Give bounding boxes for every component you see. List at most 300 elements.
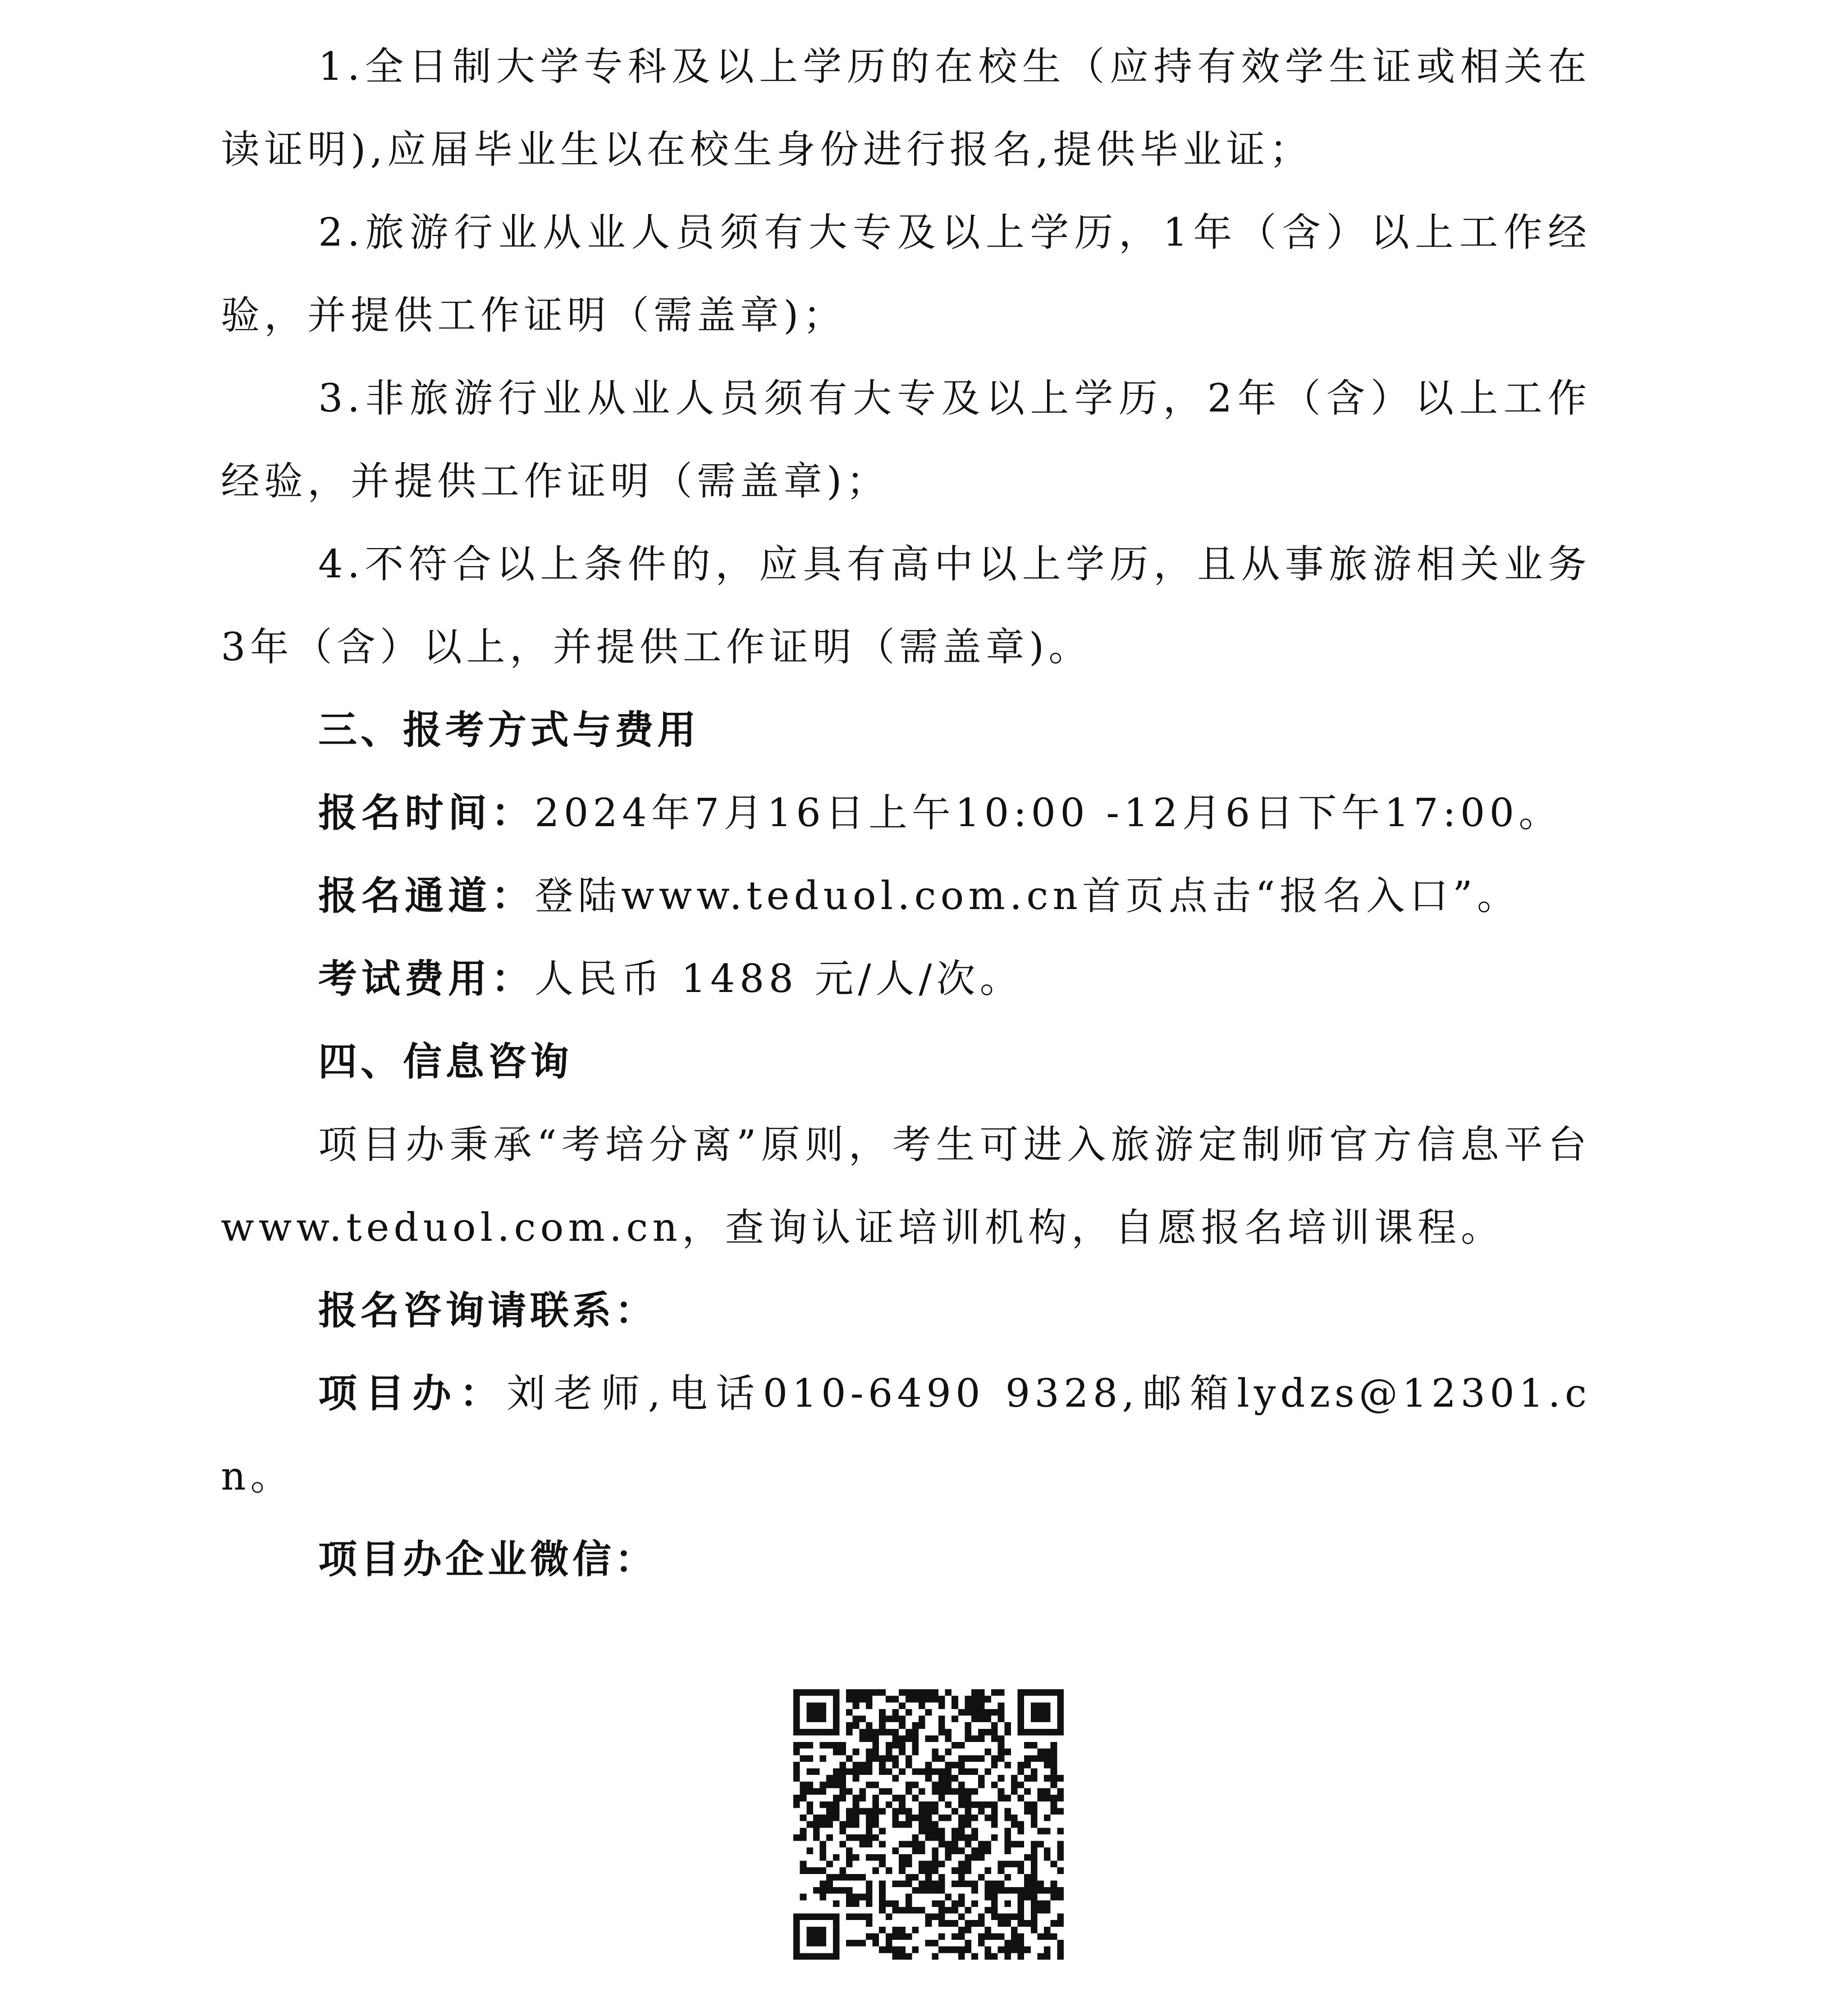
qr-module — [853, 1716, 860, 1723]
qr-module — [833, 1749, 840, 1755]
qr-module — [932, 1861, 938, 1867]
qr-module — [826, 1801, 833, 1808]
qr-module — [806, 1709, 813, 1716]
qr-module — [1044, 1729, 1051, 1736]
qr-module — [806, 1742, 813, 1749]
qr-module — [1057, 1722, 1064, 1729]
qr-module — [1057, 1716, 1064, 1723]
qr-module — [899, 1689, 906, 1696]
qr-module — [938, 1702, 945, 1709]
qr-module — [1037, 1841, 1044, 1848]
qr-module — [991, 1821, 998, 1828]
qr-module — [978, 1920, 985, 1927]
qr-module — [1051, 1689, 1057, 1696]
qr-module — [899, 1749, 906, 1755]
qr-module — [813, 1815, 820, 1821]
qr-module — [886, 1801, 892, 1808]
qr-module — [833, 1953, 840, 1960]
qr-module — [978, 1808, 985, 1815]
qr-module — [1037, 1828, 1044, 1834]
qr-module — [925, 1834, 932, 1841]
qr-module — [793, 1742, 800, 1749]
qr-module — [859, 1834, 866, 1841]
qr-module — [1031, 1847, 1038, 1854]
qr-module — [839, 1841, 846, 1848]
qr-module — [932, 1834, 938, 1841]
qr-module — [899, 1867, 906, 1874]
qr-module — [1057, 1689, 1064, 1696]
qr-module — [826, 1953, 833, 1960]
qr-module — [906, 1696, 912, 1703]
qr-module — [1018, 1900, 1025, 1907]
qr-module — [846, 1847, 853, 1854]
qr-module — [932, 1749, 938, 1755]
qr-module — [846, 1689, 853, 1696]
qr-module — [998, 1887, 1005, 1894]
qr-module — [800, 1742, 807, 1749]
qr-module — [886, 1749, 892, 1755]
qr-module — [806, 1847, 813, 1854]
qr-module — [879, 1788, 886, 1795]
qr-module — [984, 1927, 991, 1934]
qr-module — [866, 1900, 873, 1907]
qr-module — [1018, 1729, 1025, 1736]
exam-fee-label: 考试费用： — [318, 956, 535, 1001]
qr-module — [906, 1854, 912, 1861]
qr-module — [958, 1762, 965, 1769]
qr-module — [938, 1914, 945, 1920]
exam-fee-value: 人民币 1488 元/人/次。 — [535, 956, 1023, 1001]
qr-module — [826, 1880, 833, 1887]
qr-module — [919, 1815, 925, 1821]
qr-module — [879, 1808, 886, 1815]
qr-module — [952, 1716, 958, 1723]
qr-module — [925, 1801, 932, 1808]
qr-module — [806, 1914, 813, 1920]
qr-module — [892, 1847, 899, 1854]
qr-module — [892, 1927, 899, 1934]
qr-module — [978, 1702, 985, 1709]
qr-module — [919, 1788, 925, 1795]
qr-module — [952, 1947, 958, 1953]
qr-module — [826, 1742, 833, 1749]
qr-module — [945, 1749, 952, 1755]
qr-module — [1018, 1689, 1025, 1696]
qr-module — [971, 1854, 978, 1861]
qr-module — [892, 1716, 899, 1723]
qr-module — [1037, 1907, 1044, 1914]
qr-module — [846, 1821, 853, 1828]
qr-module — [965, 1815, 971, 1821]
qr-module — [1024, 1920, 1031, 1927]
qr-module — [886, 1755, 892, 1762]
qr-module — [958, 1933, 965, 1940]
qr-module — [958, 1821, 965, 1828]
qr-module — [800, 1788, 807, 1795]
qr-module — [1031, 1815, 1038, 1821]
qr-module — [820, 1927, 827, 1934]
qr-module — [1011, 1861, 1018, 1867]
qr-module — [912, 1722, 919, 1729]
qr-module — [1044, 1709, 1051, 1716]
qr-module — [800, 1914, 807, 1920]
qr-module — [1037, 1729, 1044, 1736]
qr-module — [952, 1933, 958, 1940]
qr-module — [806, 1808, 813, 1815]
qr-module — [1024, 1947, 1031, 1953]
qr-module — [1057, 1696, 1064, 1703]
qr-module — [906, 1874, 912, 1881]
qr-module — [991, 1815, 998, 1821]
qr-module — [925, 1696, 932, 1703]
qr-module — [952, 1880, 958, 1887]
qr-module — [886, 1742, 892, 1749]
qr-module — [833, 1801, 840, 1808]
qr-module — [1037, 1880, 1044, 1887]
qr-module — [793, 1795, 800, 1801]
qr-module — [952, 1775, 958, 1782]
qr-module — [853, 1815, 860, 1821]
qr-module — [971, 1801, 978, 1808]
qr-module — [906, 1755, 912, 1762]
qr-module — [906, 1933, 912, 1940]
qr-module — [984, 1729, 991, 1736]
qr-module — [952, 1907, 958, 1914]
qr-module — [806, 1782, 813, 1788]
qr-module — [892, 1755, 899, 1762]
consultation-body: 项目办秉承“考培分离”原则，考生可进入旅游定制师官方信息平台www.teduol.com.cn，查询认证培训机构，自愿报名培训课程。 — [221, 1122, 1591, 1250]
qr-module — [945, 1762, 952, 1769]
qr-module — [998, 1689, 1005, 1696]
qr-module — [879, 1755, 886, 1762]
qr-module — [1011, 1821, 1018, 1828]
qr-module — [925, 1867, 932, 1874]
qr-module — [978, 1709, 985, 1716]
qr-module — [925, 1914, 932, 1920]
qr-module — [998, 1742, 1005, 1749]
qr-module — [866, 1828, 873, 1834]
qr-module — [965, 1795, 971, 1801]
qr-module — [1018, 1953, 1025, 1960]
qr-module — [866, 1841, 873, 1848]
qr-module — [958, 1801, 965, 1808]
qr-module — [813, 1887, 820, 1894]
qr-module — [1031, 1861, 1038, 1867]
qr-module — [906, 1953, 912, 1960]
qr-module — [1057, 1808, 1064, 1815]
qr-module — [793, 1722, 800, 1729]
qr-module — [912, 1841, 919, 1848]
qr-module — [1004, 1729, 1011, 1736]
qr-module — [1004, 1914, 1011, 1920]
qr-module — [984, 1933, 991, 1940]
qr-module — [879, 1729, 886, 1736]
qr-module — [938, 1729, 945, 1736]
qr-module — [820, 1880, 827, 1887]
qr-module — [919, 1702, 925, 1709]
qr-module — [820, 1933, 827, 1940]
qr-module — [892, 1900, 899, 1907]
qr-module — [806, 1689, 813, 1696]
qr-module — [892, 1709, 899, 1716]
qr-module — [978, 1735, 985, 1742]
qr-module — [932, 1782, 938, 1788]
qr-module — [965, 1769, 971, 1775]
qr-module — [978, 1782, 985, 1788]
qr-module — [839, 1887, 846, 1894]
qr-module — [1018, 1867, 1025, 1874]
qr-module — [932, 1808, 938, 1815]
section-heading-consultation: 四、信息咨询 — [318, 1039, 572, 1084]
qr-module — [1018, 1933, 1025, 1940]
qr-module — [932, 1953, 938, 1960]
qr-module — [1031, 1716, 1038, 1723]
qr-module — [1004, 1920, 1011, 1927]
qr-module — [1004, 1940, 1011, 1947]
qr-module — [793, 1702, 800, 1709]
qr-module — [978, 1801, 985, 1808]
qr-module — [932, 1801, 938, 1808]
qr-module — [853, 1801, 860, 1808]
qr-module — [839, 1762, 846, 1769]
qr-module — [886, 1947, 892, 1953]
qr-module — [1004, 1874, 1011, 1881]
qr-module — [1057, 1709, 1064, 1716]
qr-module — [833, 1815, 840, 1821]
qr-module — [971, 1828, 978, 1834]
qr-module — [906, 1821, 912, 1828]
qr-module — [984, 1880, 991, 1887]
qr-module — [853, 1762, 860, 1769]
qr-module — [945, 1854, 952, 1861]
qr-module — [899, 1808, 906, 1815]
qr-module — [1031, 1867, 1038, 1874]
qr-module — [1031, 1907, 1038, 1914]
qr-module — [853, 1702, 860, 1709]
qr-module — [1004, 1861, 1011, 1867]
qr-module — [932, 1828, 938, 1834]
qr-module — [1024, 1854, 1031, 1861]
qr-module — [1031, 1880, 1038, 1887]
qr-module — [998, 1716, 1005, 1723]
qr-module — [958, 1709, 965, 1716]
qr-module — [945, 1907, 952, 1914]
qr-module — [839, 1828, 846, 1834]
qr-module — [899, 1821, 906, 1828]
qr-module — [1037, 1689, 1044, 1696]
section-heading-registration: 三、报考方式与费用 — [318, 708, 700, 753]
qr-module — [839, 1769, 846, 1775]
qr-module — [793, 1696, 800, 1703]
qr-module — [971, 1887, 978, 1894]
qr-module — [866, 1933, 873, 1940]
qr-module — [965, 1907, 971, 1914]
qr-module — [1024, 1880, 1031, 1887]
qr-module — [826, 1821, 833, 1828]
qr-module — [833, 1900, 840, 1907]
qr-module — [1024, 1801, 1031, 1808]
qr-module — [1031, 1894, 1038, 1901]
qr-module — [853, 1914, 860, 1920]
qr-module — [998, 1702, 1005, 1709]
qr-module — [952, 1828, 958, 1834]
qr-module — [1024, 1788, 1031, 1795]
qr-module — [965, 1880, 971, 1887]
qr-module — [1024, 1808, 1031, 1815]
qr-module — [1044, 1947, 1051, 1953]
qr-module — [958, 1847, 965, 1854]
qr-module — [892, 1795, 899, 1801]
qr-module — [919, 1867, 925, 1874]
qr-module — [1031, 1755, 1038, 1762]
qr-module — [965, 1788, 971, 1795]
qr-module — [879, 1880, 886, 1887]
qr-module — [866, 1762, 873, 1769]
qr-module — [1044, 1788, 1051, 1795]
qr-module — [998, 1947, 1005, 1953]
qr-module — [826, 1914, 833, 1920]
qr-module — [919, 1801, 925, 1808]
qr-module — [820, 1788, 827, 1795]
qr-module — [1051, 1742, 1057, 1749]
qr-module — [1044, 1927, 1051, 1934]
qr-module — [866, 1722, 873, 1729]
qr-module — [1024, 1894, 1031, 1901]
qr-module — [984, 1716, 991, 1723]
qr-module — [1004, 1841, 1011, 1848]
qr-module — [846, 1900, 853, 1907]
qr-module — [833, 1874, 840, 1881]
qr-module — [806, 1716, 813, 1723]
qr-module — [879, 1887, 886, 1894]
qr-module — [853, 1900, 860, 1907]
qr-module — [793, 1769, 800, 1775]
qr-module — [958, 1880, 965, 1887]
qr-module — [793, 1914, 800, 1920]
qr-module — [984, 1749, 991, 1755]
qr-module — [1037, 1933, 1044, 1940]
qr-module — [971, 1847, 978, 1854]
qr-module — [1057, 1702, 1064, 1709]
qr-module — [1037, 1755, 1044, 1762]
qr-module — [912, 1689, 919, 1696]
qr-module — [879, 1828, 886, 1834]
qr-module — [1004, 1749, 1011, 1755]
qr-module — [1018, 1940, 1025, 1947]
qr-module — [873, 1735, 879, 1742]
qr-module — [925, 1709, 932, 1716]
qr-module — [1004, 1722, 1011, 1729]
qr-module — [906, 1815, 912, 1821]
qr-module — [978, 1841, 985, 1848]
qr-module — [1057, 1795, 1064, 1801]
qr-module — [1024, 1689, 1031, 1696]
qr-module — [892, 1947, 899, 1953]
qr-module — [958, 1788, 965, 1795]
qr-module — [1037, 1749, 1044, 1755]
qr-module — [899, 1769, 906, 1775]
qr-module — [1051, 1861, 1057, 1867]
qr-module — [806, 1729, 813, 1736]
qr-module — [826, 1729, 833, 1736]
qr-module — [938, 1887, 945, 1894]
qr-module — [793, 1940, 800, 1947]
qr-code-image — [793, 1689, 1064, 1960]
qr-module — [984, 1696, 991, 1703]
qr-module — [919, 1887, 925, 1894]
requirement-item-3: 3.非旅游行业从业人员须有大专及以上学历，2年（含）以上工作经验，并提供工作证明（需盖章)； — [221, 376, 1591, 504]
qr-module — [998, 1735, 1005, 1742]
qr-module — [1051, 1880, 1057, 1887]
qr-module — [1018, 1795, 1025, 1801]
qr-module — [958, 1795, 965, 1801]
qr-module — [958, 1874, 965, 1881]
qr-module — [952, 1867, 958, 1874]
qr-module — [866, 1749, 873, 1755]
qr-module — [813, 1828, 820, 1834]
qr-module — [1011, 1927, 1018, 1934]
qr-module — [932, 1821, 938, 1828]
qr-module — [984, 1907, 991, 1914]
qr-module — [945, 1847, 952, 1854]
qr-module — [859, 1808, 866, 1815]
qr-module — [892, 1953, 899, 1960]
qr-module — [958, 1815, 965, 1821]
qr-module — [919, 1880, 925, 1887]
qr-module — [938, 1696, 945, 1703]
qr-module — [1051, 1749, 1057, 1755]
qr-module — [952, 1834, 958, 1841]
qr-module — [932, 1940, 938, 1947]
qr-module — [886, 1769, 892, 1775]
qr-module — [971, 1953, 978, 1960]
qr-module — [793, 1689, 800, 1696]
qr-module — [991, 1782, 998, 1788]
qr-module — [859, 1696, 866, 1703]
qr-module — [1044, 1775, 1051, 1782]
qr-module — [925, 1775, 932, 1782]
qr-module — [1037, 1953, 1044, 1960]
qr-module — [971, 1880, 978, 1887]
qr-module — [1031, 1808, 1038, 1815]
qr-module — [952, 1696, 958, 1703]
qr-module — [846, 1722, 853, 1729]
qr-module — [873, 1808, 879, 1815]
qr-module — [925, 1815, 932, 1821]
qr-module — [965, 1940, 971, 1947]
qr-module — [853, 1894, 860, 1901]
qr-module — [899, 1907, 906, 1914]
qr-module — [938, 1755, 945, 1762]
qr-module — [925, 1880, 932, 1887]
qr-module — [912, 1815, 919, 1821]
qr-module — [1044, 1907, 1051, 1914]
qr-module — [833, 1775, 840, 1782]
qr-module — [1044, 1900, 1051, 1907]
qr-module — [938, 1828, 945, 1834]
qr-module — [859, 1914, 866, 1920]
qr-module — [899, 1933, 906, 1940]
qr-module — [853, 1834, 860, 1841]
qr-module — [932, 1887, 938, 1894]
qr-module — [938, 1788, 945, 1795]
qr-module — [1031, 1729, 1038, 1736]
qr-module — [820, 1894, 827, 1901]
qr-module — [873, 1795, 879, 1801]
qr-module — [1044, 1795, 1051, 1801]
qr-module — [971, 1689, 978, 1696]
qr-module — [991, 1894, 998, 1901]
